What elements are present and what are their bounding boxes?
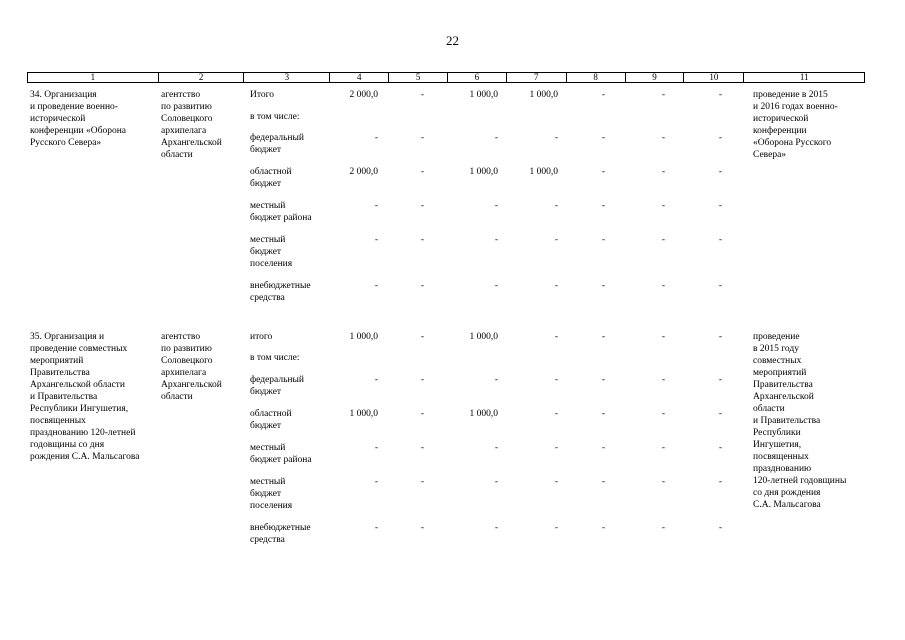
agency-line: агентство — [161, 90, 201, 100]
remark-line: Севера» — [753, 150, 787, 160]
amount-cell: - — [420, 235, 424, 245]
amount-cell: - — [494, 133, 498, 143]
remark-line: мероприятий — [753, 368, 807, 378]
amount-cell: 1 000,0 — [469, 90, 498, 100]
column-header: 5 — [388, 73, 447, 82]
remark-line: конференции — [753, 126, 807, 136]
agency-line: Архангельской — [161, 380, 222, 390]
amount-cell: - — [420, 375, 424, 385]
column-header: 2 — [158, 73, 244, 82]
agency-line: области — [161, 392, 193, 402]
amount-cell: - — [661, 90, 665, 100]
funding-source-line: бюджет района — [250, 213, 312, 223]
amount-cell: - — [601, 409, 605, 419]
funding-source-line: внебюджетные — [250, 281, 311, 291]
amount-cell: - — [494, 523, 498, 533]
event-name-line: и Правительства — [30, 392, 98, 402]
event-name-line: проведение совместных — [30, 344, 128, 354]
amount-cell: - — [601, 167, 605, 177]
amount-cell: - — [661, 133, 665, 143]
amount-cell: - — [661, 523, 665, 533]
event-name-line: Правительства — [30, 368, 90, 378]
amount-cell: - — [601, 133, 605, 143]
table-header-row — [27, 72, 865, 83]
column-header: 6 — [447, 73, 506, 82]
remark-line: празднованию — [753, 464, 812, 474]
amount-cell: - — [601, 281, 605, 291]
amount-cell: 1 000,0 — [529, 167, 558, 177]
amount-cell: - — [601, 90, 605, 100]
funding-source-line: местный — [250, 201, 286, 211]
agency-line: по развитию — [161, 344, 212, 354]
event-name-line: и проведение военно- — [30, 102, 118, 112]
column-header: 1 — [90, 72, 96, 82]
column-header: 11 — [743, 73, 864, 82]
amount-cell: - — [718, 443, 722, 453]
event-name-line: посвященных — [30, 416, 86, 426]
amount-cell: - — [718, 235, 722, 245]
amount-cell: - — [601, 523, 605, 533]
amount-cell: 2 000,0 — [349, 90, 378, 100]
funding-source-line: в том числе: — [250, 112, 300, 122]
amount-cell: - — [374, 201, 378, 211]
amount-cell: - — [661, 281, 665, 291]
remark-line: совместных — [753, 356, 802, 366]
funding-source-line: Итого — [250, 90, 275, 100]
event-name-line: мероприятий — [30, 356, 84, 366]
amount-cell: - — [494, 235, 498, 245]
agency-line: по развитию — [161, 102, 212, 112]
amount-cell: 2 000,0 — [349, 167, 378, 177]
remark-line: 120-летней годовщины — [753, 476, 847, 486]
funding-source-line: бюджет района — [250, 455, 312, 465]
column-header: 8 — [566, 73, 625, 82]
amount-cell: - — [374, 281, 378, 291]
amount-cell: - — [420, 281, 424, 291]
funding-source-line: бюджет — [250, 179, 282, 189]
column-header: 7 — [506, 73, 566, 82]
amount-cell: - — [554, 235, 558, 245]
amount-cell: - — [718, 332, 722, 342]
agency-line: Соловецкого — [161, 356, 213, 366]
event-name-line: Русского Севера» — [30, 138, 102, 148]
funding-source-line: местный — [250, 443, 286, 453]
column-header: 4 — [329, 73, 388, 82]
agency-line: Соловецкого — [161, 114, 213, 124]
amount-cell: - — [374, 133, 378, 143]
funding-source-line: поселения — [250, 501, 293, 511]
amount-cell: - — [494, 201, 498, 211]
funding-source-line: средства — [250, 535, 285, 545]
amount-cell: - — [554, 133, 558, 143]
funding-source-line: поселения — [250, 259, 293, 269]
column-header: 10 — [683, 73, 743, 82]
amount-cell: - — [374, 523, 378, 533]
amount-cell: 1 000,0 — [469, 332, 498, 342]
remark-line: проведение в 2015 — [753, 90, 828, 100]
remark-line: Ингушетия, — [753, 440, 802, 450]
amount-cell: - — [494, 477, 498, 487]
remark-line: и 2016 годах военно- — [753, 102, 838, 112]
event-name-line: годовщины со дня — [30, 440, 105, 450]
amount-cell: - — [718, 90, 722, 100]
amount-cell: - — [554, 332, 558, 342]
amount-cell: 1 000,0 — [349, 409, 378, 419]
amount-cell: 1 000,0 — [469, 409, 498, 419]
amount-cell: - — [554, 375, 558, 385]
event-name-line: исторической — [30, 114, 86, 124]
funding-source-line: бюджет — [250, 247, 282, 257]
remark-line: посвященных — [753, 452, 809, 462]
amount-cell: - — [661, 167, 665, 177]
amount-cell: - — [718, 201, 722, 211]
remark-line: и Правительства — [753, 416, 821, 426]
event-name-line: Архангельской области — [30, 380, 125, 390]
amount-cell: - — [601, 332, 605, 342]
amount-cell: - — [494, 375, 498, 385]
funding-source-line: внебюджетные — [250, 523, 311, 533]
agency-line: архипелага — [161, 126, 207, 136]
column-header: 9 — [625, 73, 684, 82]
funding-source-line: областной — [250, 167, 292, 177]
amount-cell: - — [601, 375, 605, 385]
remark-line: «Оборона Русского — [753, 138, 832, 148]
amount-cell: - — [494, 443, 498, 453]
amount-cell: - — [718, 167, 722, 177]
amount-cell: - — [494, 281, 498, 291]
funding-source-line: федеральный — [250, 375, 304, 385]
amount-cell: - — [601, 477, 605, 487]
amount-cell: 1 000,0 — [349, 332, 378, 342]
funding-source-line: местный — [250, 477, 286, 487]
funding-source-line: бюджет — [250, 387, 282, 397]
event-name-line: 34. Организация — [30, 90, 97, 100]
amount-cell: - — [374, 477, 378, 487]
remark-line: в 2015 году — [753, 344, 799, 354]
column-header: 3 — [243, 73, 329, 82]
amount-cell: - — [374, 235, 378, 245]
amount-cell: - — [554, 443, 558, 453]
amount-cell: - — [661, 443, 665, 453]
amount-cell: - — [420, 201, 424, 211]
amount-cell: - — [661, 409, 665, 419]
funding-source-line: бюджет — [250, 145, 282, 155]
funding-source-line: федеральный — [250, 133, 304, 143]
amount-cell: - — [420, 443, 424, 453]
amount-cell: - — [661, 235, 665, 245]
agency-line: агентство — [161, 332, 201, 342]
amount-cell: - — [718, 133, 722, 143]
amount-cell: - — [374, 375, 378, 385]
event-name-line: конференции «Оборона — [30, 126, 127, 136]
amount-cell: - — [420, 477, 424, 487]
agency-line: области — [161, 150, 193, 160]
event-name-line: рождения С.А. Мальсагова — [30, 452, 140, 462]
funding-source-line: бюджет — [250, 489, 282, 499]
remark-line: Архангельской — [753, 392, 814, 402]
amount-cell: - — [420, 90, 424, 100]
funding-source-line: бюджет — [250, 421, 282, 431]
amount-cell: - — [718, 281, 722, 291]
event-name-line: 35. Организация и — [30, 332, 105, 342]
amount-cell: - — [661, 477, 665, 487]
amount-cell: 1 000,0 — [529, 90, 558, 100]
remark-line: проведение — [753, 332, 800, 342]
amount-cell: - — [661, 375, 665, 385]
amount-cell: - — [718, 375, 722, 385]
amount-cell: 1 000,0 — [469, 167, 498, 177]
amount-cell: - — [554, 201, 558, 211]
amount-cell: - — [554, 477, 558, 487]
remark-line: со дня рождения — [753, 488, 821, 498]
amount-cell: - — [601, 235, 605, 245]
amount-cell: - — [420, 133, 424, 143]
amount-cell: - — [718, 477, 722, 487]
amount-cell: - — [601, 443, 605, 453]
amount-cell: - — [554, 523, 558, 533]
page-number: 22 — [446, 33, 459, 48]
amount-cell: - — [374, 443, 378, 453]
remark-line: исторической — [753, 114, 809, 124]
remark-line: Правительства — [753, 380, 813, 390]
remark-line: Республики — [753, 428, 801, 438]
remark-line: области — [753, 404, 785, 414]
amount-cell: - — [420, 409, 424, 419]
agency-line: архипелага — [161, 368, 207, 378]
event-name-line: Республики Ингушетия, — [30, 404, 129, 414]
event-name-line: празднованию 120-летней — [30, 428, 136, 438]
funding-source-line: местный — [250, 235, 286, 245]
amount-cell: - — [718, 523, 722, 533]
amount-cell: - — [661, 201, 665, 211]
remark-line: С.А. Мальсагова — [753, 500, 821, 510]
amount-cell: - — [420, 332, 424, 342]
amount-cell: - — [554, 409, 558, 419]
funding-source-line: областной — [250, 409, 292, 419]
amount-cell: - — [601, 201, 605, 211]
funding-source-line: средства — [250, 293, 285, 303]
amount-cell: - — [718, 409, 722, 419]
amount-cell: - — [554, 281, 558, 291]
funding-source-line: в том числе: — [250, 353, 300, 363]
agency-line: Архангельской — [161, 138, 222, 148]
amount-cell: - — [420, 167, 424, 177]
funding-source-line: итого — [250, 332, 273, 342]
amount-cell: - — [420, 523, 424, 533]
amount-cell: - — [661, 332, 665, 342]
